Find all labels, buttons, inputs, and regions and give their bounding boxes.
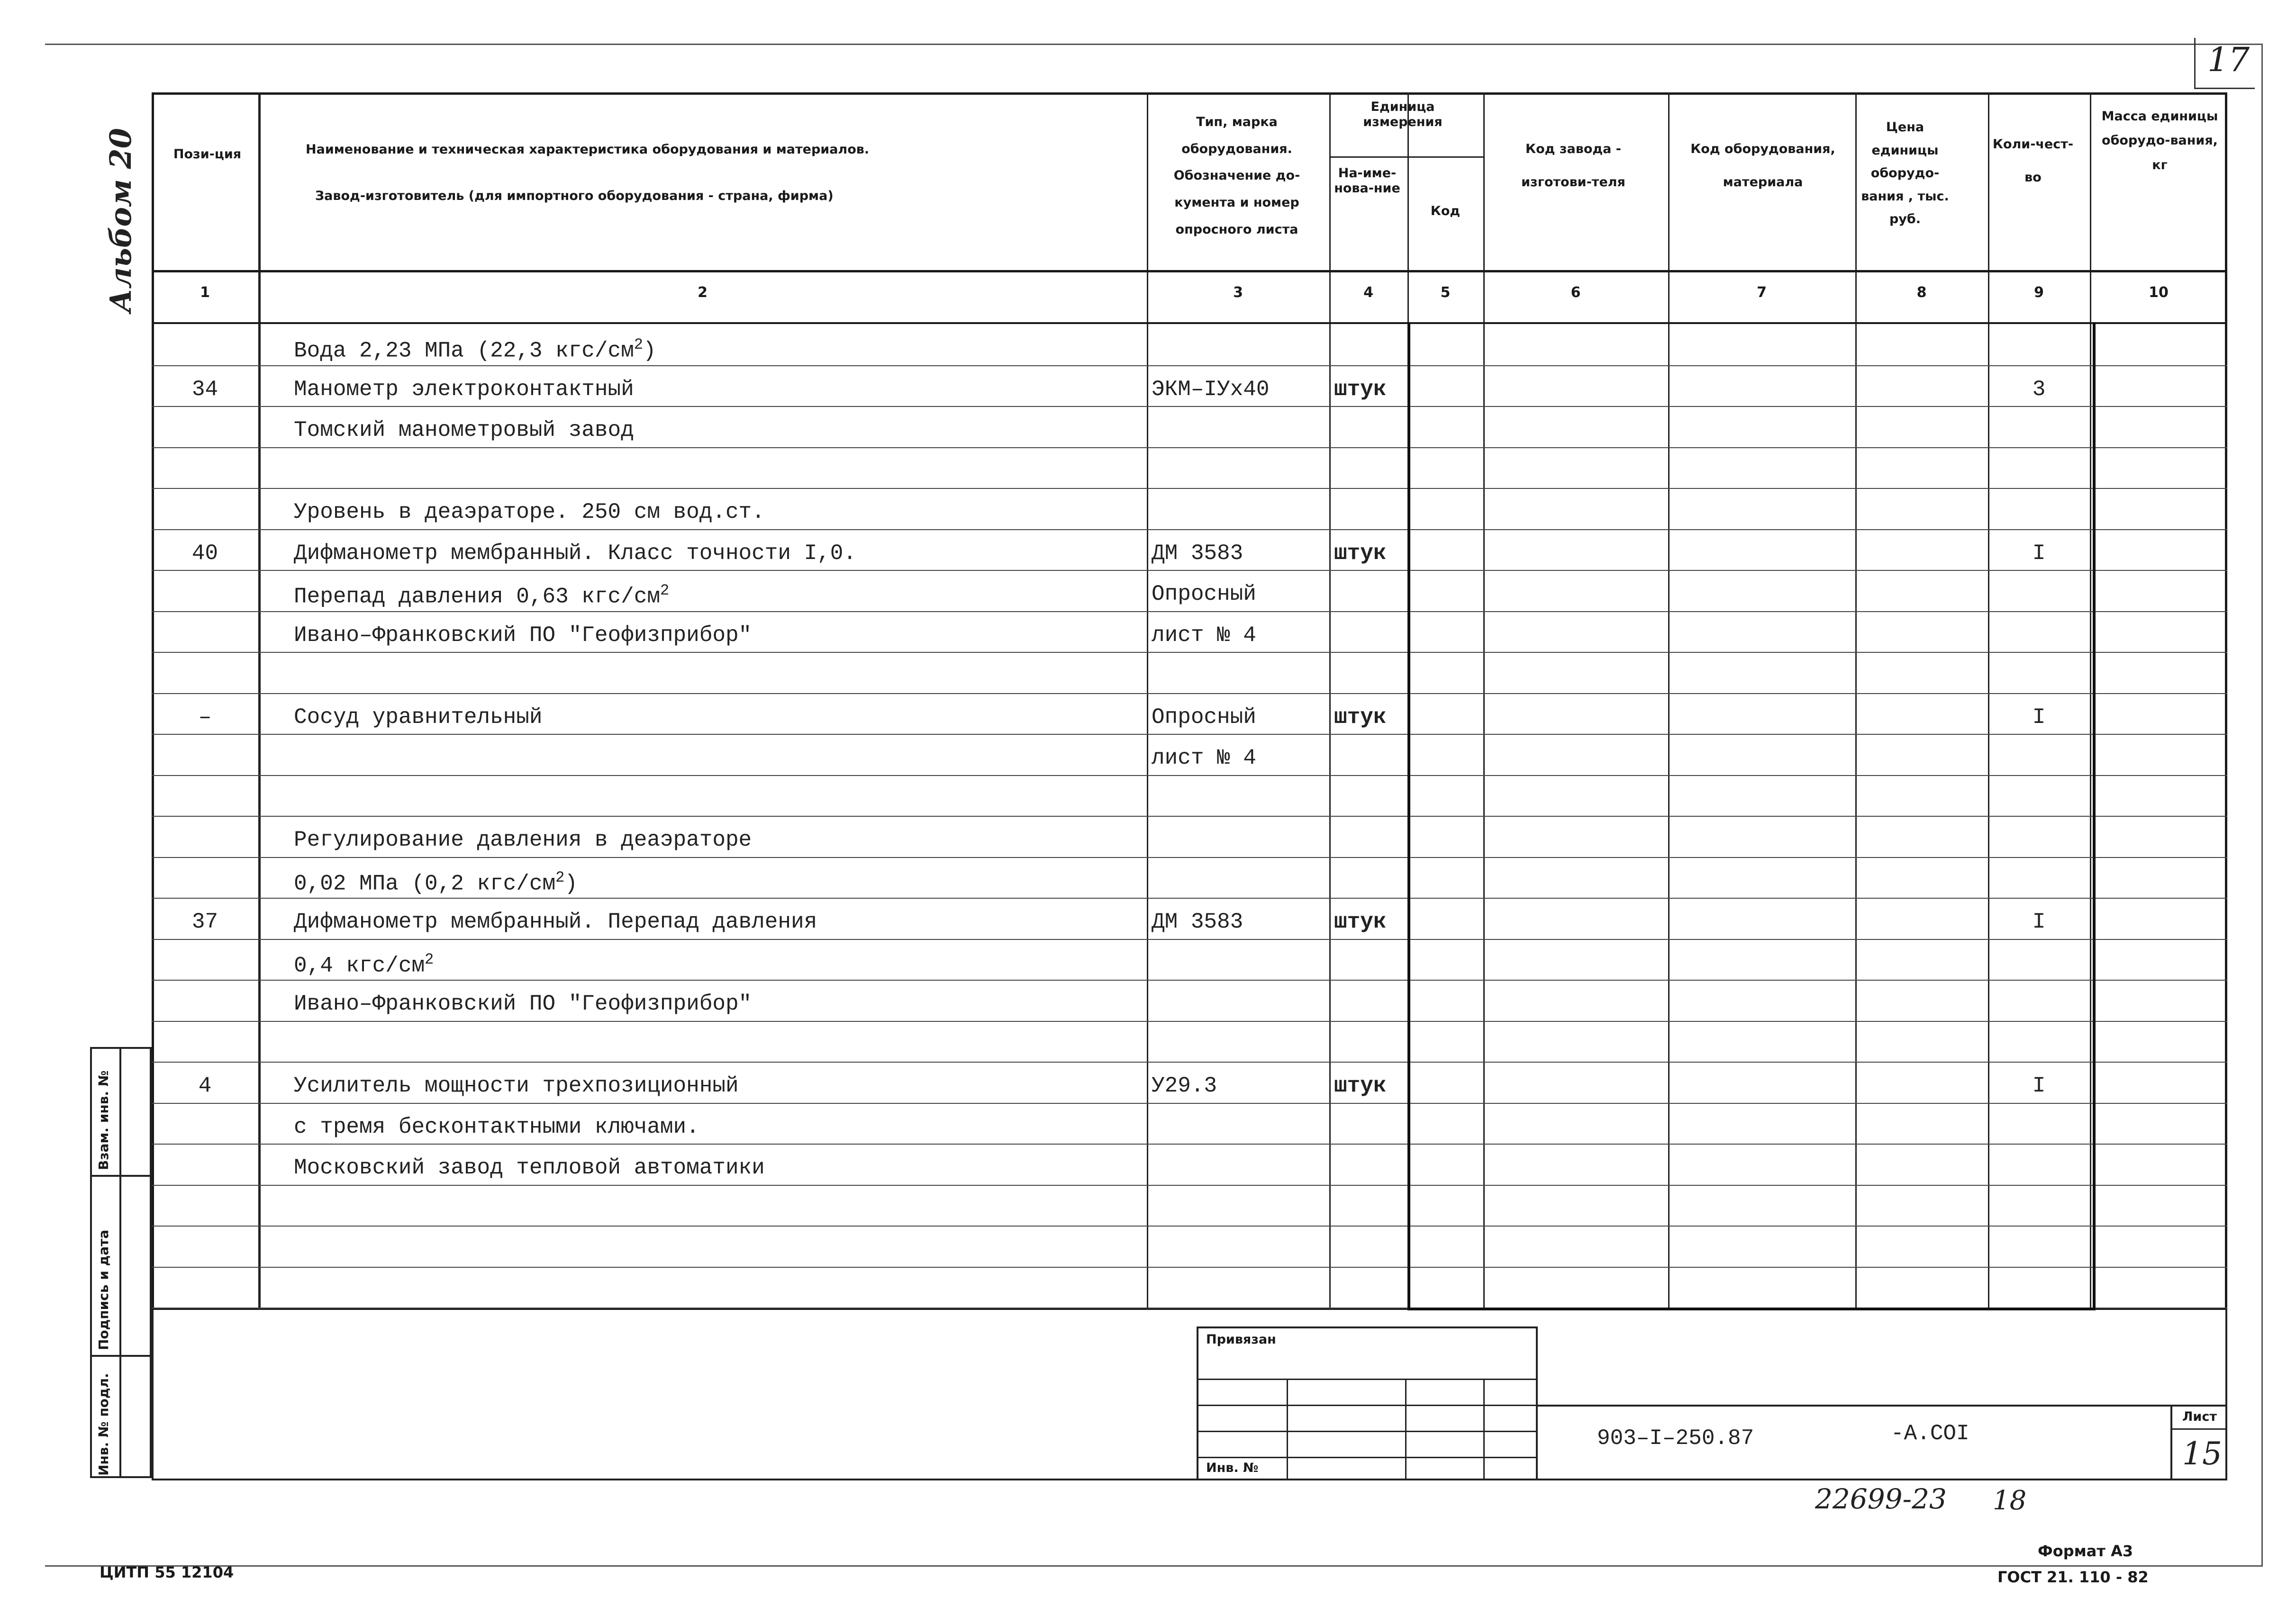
row-unit: штук bbox=[1334, 377, 1387, 402]
column-number: 8 bbox=[1916, 284, 1927, 301]
column-number: 6 bbox=[1570, 284, 1581, 301]
row-position: 37 bbox=[191, 910, 218, 934]
title-line bbox=[1538, 1405, 2227, 1407]
row-type: Опросный bbox=[1152, 705, 1256, 730]
column-number: 2 bbox=[698, 284, 708, 301]
header-mass: Масса единицы оборудо-вания, кг bbox=[2101, 109, 2218, 172]
header-bottom-line bbox=[152, 270, 2227, 272]
header-unit-group: Единица измерения bbox=[1363, 99, 1443, 130]
row-unit: штук bbox=[1334, 1074, 1387, 1098]
row-name: Перепад давления 0,63 кгс/$см^2$ bbox=[294, 582, 670, 609]
header-name-line1: Наименование и техническая характеристика оборудования и материалов. bbox=[306, 142, 870, 157]
sheet-box-line bbox=[2170, 1405, 2172, 1480]
row-name: Дифманометр мембранный. Перепад давления bbox=[294, 910, 817, 934]
row-quantity: I bbox=[2032, 705, 2046, 730]
row-type: Опросный bbox=[1152, 582, 1256, 606]
row-type: лист № 4 bbox=[1152, 623, 1256, 648]
inner-bold-border bbox=[1407, 322, 2096, 1310]
unit-group-line bbox=[1329, 156, 1407, 158]
stamp-line bbox=[1483, 1379, 1485, 1480]
doc-suffix: -А.COI bbox=[1891, 1421, 1969, 1446]
header-price: Цена единицы оборудо-вания , тыс. руб. bbox=[1861, 120, 1949, 227]
row-name: Дифманометр мембранный. Класс точности I,0. bbox=[294, 541, 856, 566]
row-name: Регулирование давления в деаэраторе bbox=[294, 828, 752, 852]
row-type: лист № 4 bbox=[1152, 746, 1256, 770]
row-position: 4 bbox=[198, 1074, 212, 1098]
stamp-line bbox=[1197, 1379, 1538, 1380]
row-name: Ивано–Франковский ПО "Геофизприбор" bbox=[294, 992, 752, 1016]
header-type: Тип, марка оборудования. Обозначение до-кумента и номер опросного листа bbox=[1173, 115, 1300, 237]
column-number: 5 bbox=[1440, 284, 1451, 301]
column-number: 4 bbox=[1363, 284, 1373, 301]
header-position: Пози-ция bbox=[173, 147, 242, 162]
row-unit: штук bbox=[1334, 910, 1387, 934]
row-position: 40 bbox=[191, 541, 218, 566]
stamp-line bbox=[1287, 1379, 1288, 1480]
row-name: Томский манометровый завод bbox=[294, 418, 634, 442]
side-sign-date: Подпись и дата bbox=[96, 1229, 111, 1350]
column-number: 7 bbox=[1757, 284, 1767, 301]
row-name: Вода 2,23 МПа (22,3 кгс/$см^2$) bbox=[294, 336, 656, 363]
stamp-line bbox=[1197, 1431, 1538, 1432]
row-quantity: 3 bbox=[2032, 377, 2046, 402]
doc-code: 903–I–250.87 bbox=[1597, 1426, 1754, 1451]
row-quantity: I bbox=[2032, 910, 2046, 934]
gost-label: ГОСТ 21. 110 - 82 bbox=[1997, 1568, 2149, 1586]
bound-label: Привязан bbox=[1206, 1332, 1276, 1347]
column-number: 1 bbox=[200, 284, 210, 301]
stamp-left: ЦИТП 55 12104 bbox=[100, 1563, 234, 1581]
stamp-line bbox=[1405, 1379, 1407, 1480]
title-block bbox=[152, 1310, 2227, 1480]
row-quantity: I bbox=[2032, 1074, 2046, 1098]
side-vzam-inv: Взам. инв. № bbox=[96, 1070, 111, 1170]
row-name: Московский завод тепловой автоматики bbox=[294, 1155, 765, 1180]
row-name: с тремя бесконтактными ключами. bbox=[294, 1115, 699, 1139]
sheet-number: 15 bbox=[2182, 1435, 2222, 1472]
album-label: Альбом 20 bbox=[103, 128, 138, 313]
column-number: 10 bbox=[2149, 284, 2169, 301]
row-unit: штук bbox=[1334, 705, 1387, 730]
header-equipment-code: Код оборудования, материала bbox=[1690, 142, 1835, 190]
row-unit: штук bbox=[1334, 541, 1387, 566]
header-factory-code: Код завода - изготови-теля bbox=[1521, 142, 1625, 190]
sheet-box-line bbox=[2170, 1428, 2227, 1430]
column-number: 3 bbox=[1233, 284, 1243, 301]
row-quantity: I bbox=[2032, 541, 2046, 566]
stamp-line bbox=[1197, 1457, 1538, 1458]
header-name-line2: Завод-изготовитель (для импортного оборудования - страна, фирма) bbox=[315, 189, 834, 203]
header-quantity: Коли-чест-во bbox=[1992, 137, 2074, 185]
header-unit-code: Код bbox=[1430, 204, 1461, 218]
row-name: Ивано–Франковский ПО "Геофизприбор" bbox=[294, 623, 752, 648]
row-position: 34 bbox=[191, 377, 218, 402]
inv-label: Инв. № bbox=[1206, 1461, 1259, 1475]
row-position: – bbox=[198, 705, 212, 730]
row-name: Манометр электроконтактный bbox=[294, 377, 634, 402]
row-name: 0,02 МПа (0,2 кгс/$см^2$) bbox=[294, 869, 578, 896]
header-unit-name: На-име-нова-ние bbox=[1334, 166, 1400, 196]
row-name: Усилитель мощности трехпозиционный bbox=[294, 1074, 739, 1098]
side-divider bbox=[119, 1047, 121, 1478]
side-inv-orig: Инв. № подл. bbox=[96, 1373, 111, 1476]
bottom-number: 22699-23 bbox=[1815, 1483, 1947, 1515]
row-type: ЭКМ–IУх40 bbox=[1152, 377, 1270, 402]
row-name: 0,4 кгс/$см^2$ bbox=[294, 951, 434, 978]
format-label: Формат А3 bbox=[2038, 1542, 2133, 1560]
row-type: ДМ 3583 bbox=[1152, 541, 1243, 566]
column-number: 9 bbox=[2034, 284, 2044, 301]
unit-group-line bbox=[1407, 156, 1483, 158]
corner-box bbox=[2194, 38, 2255, 89]
stamp-line bbox=[1197, 1405, 1538, 1406]
corner-number: 17 bbox=[2207, 40, 2250, 79]
row-type: У29.3 bbox=[1152, 1074, 1217, 1098]
sheet-label: Лист bbox=[2182, 1409, 2217, 1424]
row-name: Уровень в деаэраторе. 250 см вод.ст. bbox=[294, 500, 765, 524]
bottom-number2: 18 bbox=[1993, 1485, 2027, 1516]
row-name: Сосуд уравнительный bbox=[294, 705, 543, 730]
row-type: ДМ 3583 bbox=[1152, 910, 1243, 934]
